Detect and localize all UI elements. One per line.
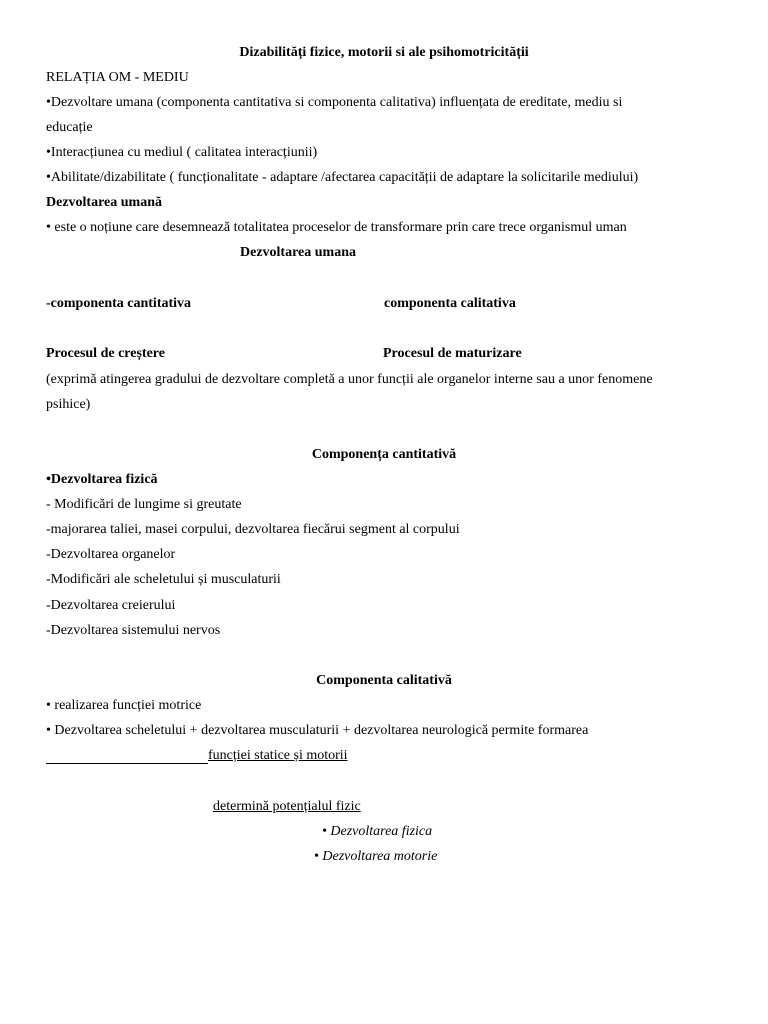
result-physical-development: • Dezvoltarea fizica xyxy=(322,824,433,839)
human-development-subheading: Dezvoltarea umana xyxy=(240,245,356,260)
maturation-explanation: (exprimă atingerea gradului de dezvoltare completă a unor funcții ale organelor interne sau a unor fenomene xyxy=(46,372,653,387)
maturation-process-label: Procesul de maturizare xyxy=(383,346,522,361)
underline-rule xyxy=(46,763,208,764)
static-motor-function: funcției statice și motorii xyxy=(208,748,348,763)
human-development-heading: Dezvoltarea umană xyxy=(46,195,162,210)
quantitative-item: -majorarea taliei, masei corpului, dezvoltarea fiecărui segment al corpului xyxy=(46,522,460,537)
quantitative-item: -Dezvoltarea sistemului nervos xyxy=(46,623,221,638)
determines-physical-potential: determină potențialul fizic xyxy=(213,799,361,814)
bullet-interaction: •Interacțiunea cu mediul ( calitatea interacțiunii) xyxy=(46,145,318,160)
human-development-definition: • este o noțiune care desemnează totalitatea proceselor de transformare prin care trece organismul uman xyxy=(46,220,627,235)
quantitative-item: •Dezvoltarea fizică xyxy=(46,472,158,487)
bullet-development-cont: educație xyxy=(46,120,93,135)
quantitative-item: -Dezvoltarea creierului xyxy=(46,598,176,613)
qualitative-item: • realizarea funcției motrice xyxy=(46,698,202,713)
maturation-explanation-cont: psihice) xyxy=(46,397,91,412)
qualitative-component-label: componenta calitativa xyxy=(384,296,516,311)
quantitative-item: -Modificări ale scheletului și musculaturii xyxy=(46,572,281,587)
quantitative-heading: Componența cantitativă xyxy=(311,447,457,462)
growth-process-label: Procesul de creștere xyxy=(46,346,165,361)
relation-heading: RELAȚIA OM - MEDIU xyxy=(46,70,189,85)
qualitative-item: • Dezvoltarea scheletului + dezvoltarea musculaturii + dezvoltarea neurologică permite formarea xyxy=(46,723,589,738)
quantitative-item: -Dezvoltarea organelor xyxy=(46,547,176,562)
bullet-development: •Dezvoltare umana (componenta cantitativa si componenta calitativa) influențata de ereditate, mediu si xyxy=(46,95,623,110)
quantitative-component-label: -componenta cantitativa xyxy=(46,296,192,311)
document-title: Dizabilități fizice, motorii si ale psihomotricității xyxy=(239,45,529,60)
quantitative-item: - Modificări de lungime si greutate xyxy=(46,497,242,512)
result-motor-development: • Dezvoltarea motorie xyxy=(314,849,438,864)
qualitative-heading: Componenta calitativă xyxy=(316,673,452,688)
bullet-ability: •Abilitate/dizabilitate ( funcționalitate - adaptare /afectarea capacității de adaptare la solicitarile mediului) xyxy=(46,170,639,185)
